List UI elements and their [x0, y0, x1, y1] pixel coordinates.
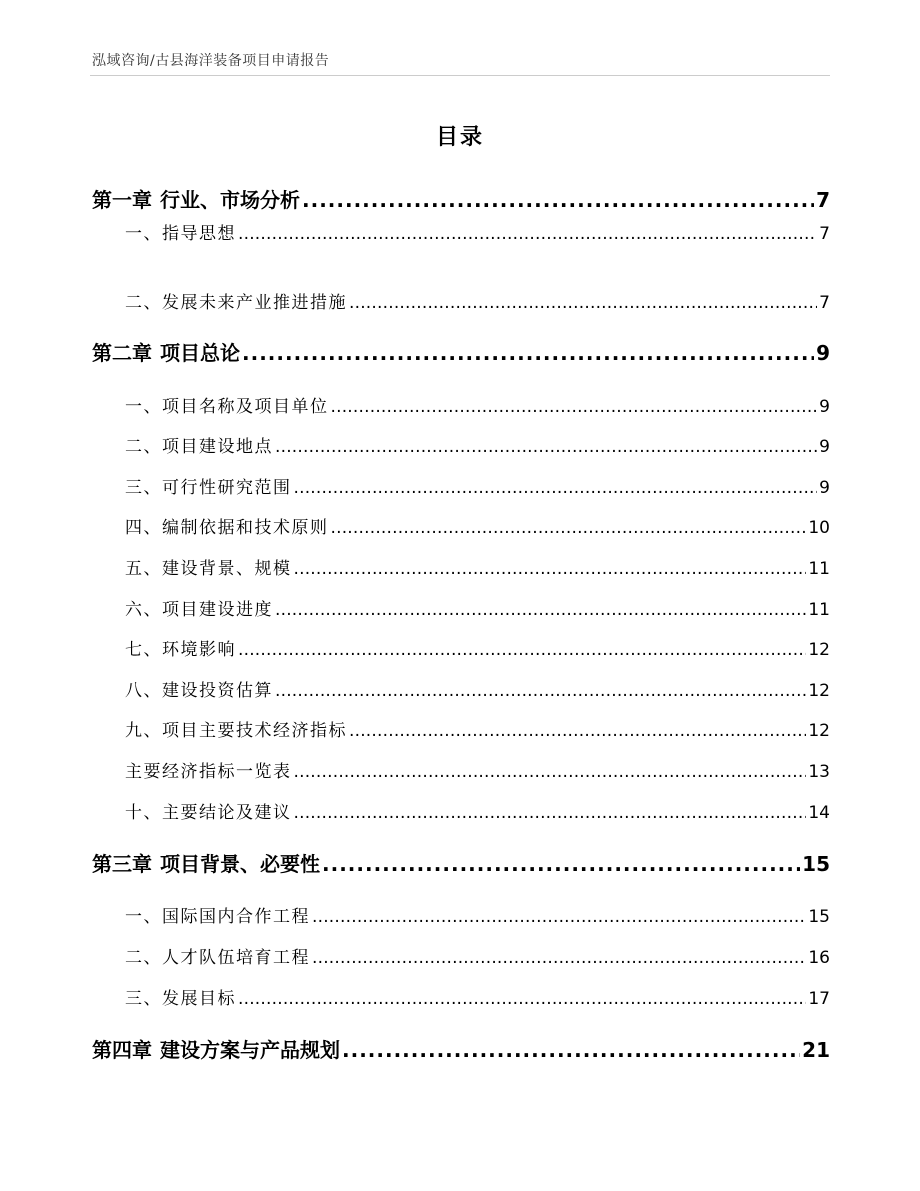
toc-section[interactable]: [125, 635, 830, 660]
toc-entry-title: 项目建设进度: [162, 600, 273, 620]
toc-leader-dots: [312, 948, 806, 968]
toc-leader-dots: [242, 341, 814, 365]
toc-entry-page: 11: [808, 600, 830, 620]
toc-section[interactable]: [125, 595, 830, 620]
toc-entry-page: 21: [802, 1038, 830, 1062]
toc-entry-number: 第二章: [92, 341, 152, 365]
toc-entry-page: 12: [808, 681, 830, 701]
toc-entry-title: 项目主要技术经济指标: [162, 721, 347, 741]
toc-section[interactable]: [125, 288, 830, 313]
toc-entry-number: 三、: [125, 989, 162, 1009]
toc-entry-number: 八、: [125, 681, 162, 701]
toc-leader-dots: [331, 397, 818, 417]
toc-entry-page: 12: [808, 721, 830, 741]
toc-entry-page: 15: [802, 852, 830, 876]
toc-entry-title: 项目总论: [160, 341, 240, 365]
toc-leader-dots: [294, 762, 807, 782]
toc-leader-dots: [342, 1038, 800, 1062]
toc-section[interactable]: [125, 392, 830, 417]
toc-entry-title: 主要结论及建议: [162, 803, 292, 823]
toc-entry-number: 一、: [125, 907, 162, 927]
toc-section[interactable]: [125, 676, 830, 701]
toc-entry-title: 发展未来产业推进措施: [162, 293, 347, 313]
toc-section[interactable]: [125, 902, 830, 927]
toc-title: 目录: [435, 125, 484, 150]
toc-leader-dots: [238, 989, 806, 1009]
toc-entry-page: 12: [808, 640, 830, 660]
toc-entry-number: 一、: [125, 224, 162, 244]
toc-leader-dots: [294, 559, 807, 579]
header-divider: [90, 75, 830, 76]
toc-entry-title: 环境影响: [162, 640, 236, 660]
toc-chapter-4[interactable]: [92, 1034, 830, 1063]
toc-leader-dots: [294, 478, 818, 498]
toc-entry-number: 二、: [125, 948, 162, 968]
toc-entry-page: 17: [808, 989, 830, 1009]
toc-entry-number: 五、: [125, 559, 162, 579]
toc-entry-title: 项目建设地点: [162, 437, 273, 457]
toc-entry-number: 二、: [125, 437, 162, 457]
toc-entry-title: 建设背景、规模: [162, 559, 292, 579]
toc-entry-number: 第三章: [92, 852, 152, 876]
toc-entry-title: 项目背景、必要性: [160, 852, 320, 876]
toc-entry-number: 六、: [125, 600, 162, 620]
toc-section[interactable]: [125, 432, 830, 457]
toc-entry-number: 七、: [125, 640, 162, 660]
running-header: 泓域咨询/古县海洋装备项目申请报告: [92, 53, 330, 69]
toc-entry-title: 国际国内合作工程: [162, 907, 310, 927]
toc-section[interactable]: [125, 554, 830, 579]
toc-chapter-2[interactable]: [92, 337, 830, 366]
toc-entry-page: 14: [808, 803, 830, 823]
toc-entry-page: 7: [819, 293, 830, 313]
toc-entry-number: 十、: [125, 803, 162, 823]
toc-entry-title: 编制依据和技术原则: [162, 518, 329, 538]
toc-chapter-1[interactable]: [92, 184, 830, 213]
toc-entry-title: 主要经济指标一览表: [125, 762, 292, 782]
toc-entry-page: 13: [808, 762, 830, 782]
toc-entry-page: 7: [819, 224, 830, 244]
toc-leader-dots: [312, 907, 806, 927]
toc-table-entry[interactable]: [125, 757, 830, 782]
toc-section[interactable]: [125, 219, 830, 244]
toc-entry-page: 11: [808, 559, 830, 579]
toc-entry-title: 可行性研究范围: [162, 478, 292, 498]
toc-leader-dots: [331, 518, 807, 538]
toc-section[interactable]: [125, 984, 830, 1009]
toc-entry-page: 10: [808, 518, 830, 538]
toc-entry-page: 16: [808, 948, 830, 968]
toc-entry-page: 9: [819, 437, 830, 457]
toc-entry-page: 9: [816, 341, 830, 365]
toc-leader-dots: [349, 293, 817, 313]
toc-leader-dots: [322, 852, 800, 876]
toc-entry-page: 9: [819, 478, 830, 498]
toc-entry-number: 九、: [125, 721, 162, 741]
toc-entry-page: 15: [808, 907, 830, 927]
toc-entry-page: 9: [819, 397, 830, 417]
toc-leader-dots: [294, 803, 807, 823]
toc-entry-page: 7: [816, 188, 830, 212]
toc-leader-dots: [275, 681, 806, 701]
toc-leader-dots: [275, 437, 817, 457]
toc-leader-dots: [275, 600, 806, 620]
toc-entry-title: 行业、市场分析: [160, 188, 300, 212]
toc-entry-number: 四、: [125, 518, 162, 538]
toc-leader-dots: [238, 640, 806, 660]
toc-entry-number: 第一章: [92, 188, 152, 212]
toc-leader-dots: [349, 721, 806, 741]
toc-entry-title: 项目名称及项目单位: [162, 397, 329, 417]
toc-leader-dots: [302, 188, 814, 212]
toc-entry-number: 三、: [125, 478, 162, 498]
toc-entry-title: 指导思想: [162, 224, 236, 244]
toc-section[interactable]: [125, 716, 830, 741]
toc-entry-number: 第四章: [92, 1038, 152, 1062]
toc-section[interactable]: [125, 798, 830, 823]
toc-section[interactable]: [125, 513, 830, 538]
toc-entry-number: 一、: [125, 397, 162, 417]
toc-entry-title: 建设方案与产品规划: [160, 1038, 340, 1062]
toc-entry-title: 建设投资估算: [162, 681, 273, 701]
toc-leader-dots: [238, 224, 817, 244]
toc-section[interactable]: [125, 943, 830, 968]
toc-chapter-3[interactable]: [92, 848, 830, 877]
toc-section[interactable]: [125, 473, 830, 498]
toc-entry-number: 二、: [125, 293, 162, 313]
toc-entry-title: 发展目标: [162, 989, 236, 1009]
toc-entry-title: 人才队伍培育工程: [162, 948, 310, 968]
